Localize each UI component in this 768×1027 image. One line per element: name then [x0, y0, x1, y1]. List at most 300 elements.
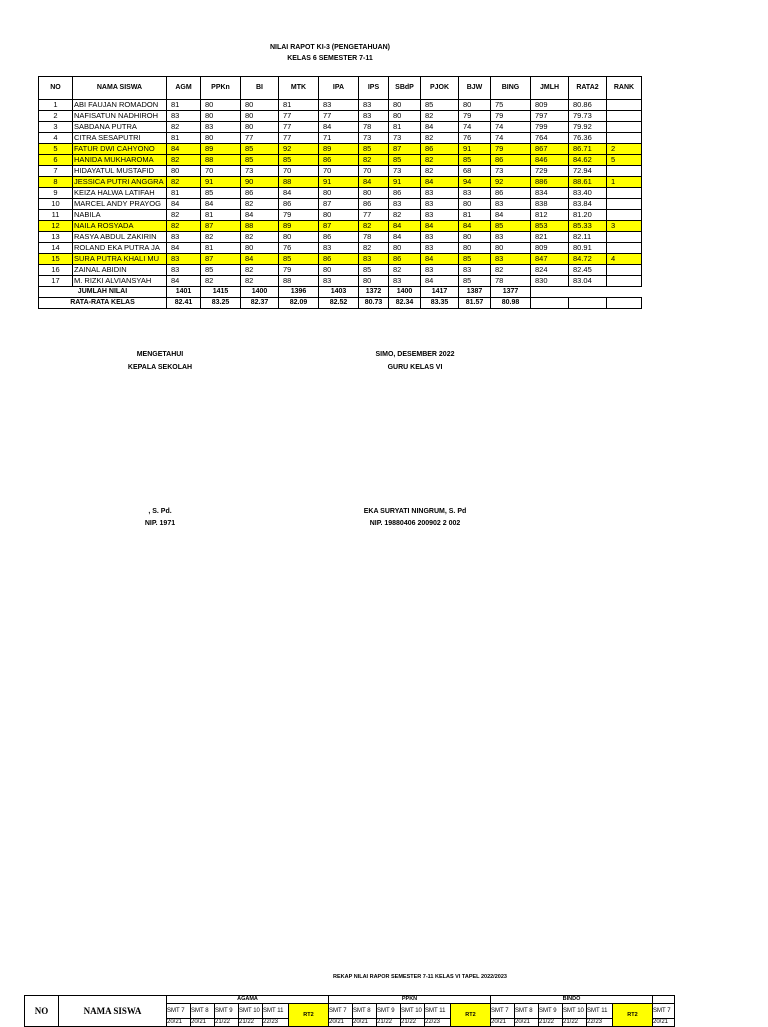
- rekap-year-header: 20/21: [329, 1019, 353, 1027]
- grade-cell: 73: [359, 133, 389, 144]
- grade-cell: 81: [167, 188, 201, 199]
- col-header: IPS: [359, 77, 389, 100]
- grade-cell: 80: [279, 232, 319, 243]
- average-cell: 76.36: [569, 133, 607, 144]
- summary-label: JUMLAH NILAI: [39, 287, 167, 298]
- rekap-semester-header: SMT 11: [425, 1004, 451, 1019]
- grade-cell: 83: [421, 232, 459, 243]
- grade-cell: 85: [279, 155, 319, 166]
- row-no: 16: [39, 265, 73, 276]
- grade-cell: 84: [389, 232, 421, 243]
- grade-cell: 83: [201, 122, 241, 133]
- grade-cell: 85: [389, 155, 421, 166]
- total-cell: 821: [531, 232, 569, 243]
- grade-cell: 82: [201, 276, 241, 287]
- grade-cell: 83: [319, 276, 359, 287]
- grade-cell: 85: [459, 254, 491, 265]
- grade-cell: 91: [459, 144, 491, 155]
- grade-cell: 70: [319, 166, 359, 177]
- rank-cell: [607, 243, 642, 254]
- table-row: [39, 276, 642, 287]
- rekap-semester-header: SMT 8: [191, 1004, 215, 1019]
- grade-cell: 80: [167, 166, 201, 177]
- grade-cell: 77: [241, 133, 279, 144]
- summary-cell: 81.57: [459, 298, 491, 309]
- page-title: NILAI RAPOT KI-3 (PENGETAHUAN): [269, 44, 391, 51]
- sig-right-name: EKA SURYATI NINGRUM, S. Pd: [363, 508, 467, 515]
- grade-cell: 84: [421, 221, 459, 232]
- summary-cell: 1387: [459, 287, 491, 298]
- rekap-year-header: 20/21: [491, 1019, 515, 1027]
- student-name: JESSICA PUTRI ANGGRA: [73, 177, 167, 188]
- table-row: [39, 177, 642, 188]
- total-cell: 809: [531, 100, 569, 111]
- grade-cell: 73: [241, 166, 279, 177]
- rank-cell: [607, 232, 642, 243]
- rekap-year-header: 20/21: [167, 1019, 191, 1027]
- row-no: 8: [39, 177, 73, 188]
- row-no: 7: [39, 166, 73, 177]
- rekap-semester-header: SMT 8: [515, 1004, 539, 1019]
- grade-cell: 82: [167, 122, 201, 133]
- row-no: 13: [39, 232, 73, 243]
- grade-cell: 82: [167, 210, 201, 221]
- grade-cell: 86: [491, 155, 531, 166]
- total-cell: 764: [531, 133, 569, 144]
- rekap-year-header: 21/22: [539, 1019, 563, 1027]
- student-name: HIDAYATUL MUSTAFID: [73, 166, 167, 177]
- rank-cell: 5: [607, 155, 642, 166]
- grade-cell: 82: [167, 221, 201, 232]
- grade-cell: 81: [389, 122, 421, 133]
- summary-empty: [569, 287, 607, 298]
- col-header: BJW: [459, 77, 491, 100]
- rekap-semester-header: SMT 10: [239, 1004, 263, 1019]
- grade-cell: 86: [241, 188, 279, 199]
- grade-cell: 87: [201, 254, 241, 265]
- grade-cell: 73: [389, 166, 421, 177]
- grade-cell: 86: [319, 232, 359, 243]
- grade-cell: 80: [201, 111, 241, 122]
- grade-cell: 84: [491, 210, 531, 221]
- average-cell: 85.33: [569, 221, 607, 232]
- grade-cell: 78: [359, 122, 389, 133]
- grade-cell: 77: [279, 111, 319, 122]
- grade-cell: 82: [389, 265, 421, 276]
- summary-cell: 1401: [167, 287, 201, 298]
- row-no: 17: [39, 276, 73, 287]
- rekap-rt-header: RT2: [289, 1004, 329, 1027]
- grade-cell: 86: [389, 188, 421, 199]
- grade-cell: 91: [201, 177, 241, 188]
- student-name: NAILA ROSYADA: [73, 221, 167, 232]
- rekap-year-header: 21/22: [239, 1019, 263, 1027]
- grade-cell: 80: [319, 210, 359, 221]
- grade-cell: 80: [201, 133, 241, 144]
- grade-cell: 83: [167, 265, 201, 276]
- grade-cell: 80: [459, 100, 491, 111]
- grade-cell: 85: [201, 188, 241, 199]
- rank-cell: [607, 199, 642, 210]
- total-cell: 846: [531, 155, 569, 166]
- grade-cell: 83: [389, 199, 421, 210]
- rank-cell: [607, 100, 642, 111]
- student-name: RASYA ABDUL ZAKIRIN: [73, 232, 167, 243]
- grade-cell: 84: [279, 188, 319, 199]
- average-cell: 83.04: [569, 276, 607, 287]
- grade-cell: 80: [389, 243, 421, 254]
- rekap-rt-header: RT2: [613, 1004, 653, 1027]
- grade-cell: 75: [491, 100, 531, 111]
- sig-left-line2: KEPALA SEKOLAH: [127, 364, 193, 371]
- grade-cell: 87: [201, 221, 241, 232]
- rank-cell: [607, 276, 642, 287]
- grade-cell: 82: [201, 232, 241, 243]
- grade-cell: 84: [201, 199, 241, 210]
- rekap-table: [24, 995, 675, 1027]
- sig-right-line1: SIMO, DESEMBER 2022: [375, 351, 455, 358]
- grade-cell: 82: [241, 199, 279, 210]
- rank-cell: 4: [607, 254, 642, 265]
- total-cell: 812: [531, 210, 569, 221]
- grade-cell: 82: [241, 265, 279, 276]
- table-row: [39, 243, 642, 254]
- grade-cell: 92: [491, 177, 531, 188]
- rekap-year-header: 20/21: [353, 1019, 377, 1027]
- grade-cell: 88: [279, 177, 319, 188]
- student-name: HANIDA MUKHAROMA: [73, 155, 167, 166]
- average-cell: 79.73: [569, 111, 607, 122]
- grade-cell: 84: [459, 221, 491, 232]
- table-row: [39, 265, 642, 276]
- grade-cell: 84: [421, 276, 459, 287]
- grade-cell: 84: [167, 276, 201, 287]
- table-header: [39, 77, 642, 100]
- row-no: 3: [39, 122, 73, 133]
- row-no: 11: [39, 210, 73, 221]
- grade-cell: 86: [359, 199, 389, 210]
- row-no: 6: [39, 155, 73, 166]
- table-row: [39, 155, 642, 166]
- grade-cell: 73: [491, 166, 531, 177]
- grade-cell: 83: [459, 188, 491, 199]
- col-header: PPKn: [201, 77, 241, 100]
- grade-cell: 83: [167, 232, 201, 243]
- col-header: AGM: [167, 77, 201, 100]
- average-cell: 81.20: [569, 210, 607, 221]
- col-header: BING: [491, 77, 531, 100]
- grade-cell: 80: [201, 100, 241, 111]
- sig-right-nip: NIP. 19880406 200902 2 002: [369, 520, 461, 527]
- rekap-year-header: 20/21: [191, 1019, 215, 1027]
- sum-row: [39, 287, 642, 298]
- grade-cell: 79: [279, 210, 319, 221]
- student-name: ZAINAL ABIDIN: [73, 265, 167, 276]
- row-no: 2: [39, 111, 73, 122]
- rekap-semester-header: SMT 7: [653, 1004, 675, 1019]
- grade-cell: 84: [359, 177, 389, 188]
- grade-cell: 80: [319, 188, 359, 199]
- rekap-year-header: 21/22: [563, 1019, 587, 1027]
- student-name: SABDANA PUTRA: [73, 122, 167, 133]
- grade-cell: 85: [201, 265, 241, 276]
- grade-cell: 80: [241, 100, 279, 111]
- rekap-semester-header: SMT 10: [563, 1004, 587, 1019]
- col-header: RANK: [607, 77, 642, 100]
- grade-cell: 88: [241, 221, 279, 232]
- grade-cell: 84: [421, 177, 459, 188]
- summary-cell: 80.73: [359, 298, 389, 309]
- table-row: [39, 100, 642, 111]
- grade-cell: 82: [421, 133, 459, 144]
- col-header: MTK: [279, 77, 319, 100]
- rekap-year-header: 20/21: [653, 1019, 675, 1027]
- rekap-semester-header: SMT 11: [263, 1004, 289, 1019]
- col-header: SBdP: [389, 77, 421, 100]
- grade-cell: 78: [359, 232, 389, 243]
- grade-cell: 85: [359, 265, 389, 276]
- grade-cell: 82: [359, 221, 389, 232]
- rekap-no-header: NO: [25, 996, 59, 1027]
- table-row: [39, 210, 642, 221]
- grade-cell: 85: [241, 144, 279, 155]
- grade-cell: 89: [319, 144, 359, 155]
- average-cell: 82.45: [569, 265, 607, 276]
- row-no: 14: [39, 243, 73, 254]
- grade-cell: 80: [459, 232, 491, 243]
- grade-cell: 80: [241, 122, 279, 133]
- grade-cell: 82: [241, 232, 279, 243]
- grade-cell: 80: [241, 111, 279, 122]
- grade-cell: 88: [279, 276, 319, 287]
- rank-cell: 2: [607, 144, 642, 155]
- grade-cell: 80: [389, 111, 421, 122]
- rekap-semester-header: SMT 9: [539, 1004, 563, 1019]
- total-cell: 838: [531, 199, 569, 210]
- grade-cell: 85: [459, 276, 491, 287]
- row-no: 4: [39, 133, 73, 144]
- grade-cell: 84: [167, 199, 201, 210]
- grade-cell: 82: [491, 265, 531, 276]
- grade-cell: 77: [279, 133, 319, 144]
- grade-cell: 83: [491, 254, 531, 265]
- summary-label: RATA-RATA KELAS: [39, 298, 167, 309]
- grade-cell: 80: [459, 199, 491, 210]
- grade-cell: 92: [279, 144, 319, 155]
- student-name: SURA PUTRA KHALI MU: [73, 254, 167, 265]
- rekap-year-header: 21/22: [215, 1019, 239, 1027]
- student-name: MARCEL ANDY PRAYOG: [73, 199, 167, 210]
- col-header: IPA: [319, 77, 359, 100]
- average-cell: 80.91: [569, 243, 607, 254]
- grade-cell: 84: [389, 221, 421, 232]
- grade-cell: 82: [421, 155, 459, 166]
- summary-cell: 83.25: [201, 298, 241, 309]
- grade-cell: 83: [359, 111, 389, 122]
- rekap-group-header: AGAMA: [167, 996, 329, 1004]
- grade-cell: 82: [241, 276, 279, 287]
- rekap-semester-header: SMT 7: [167, 1004, 191, 1019]
- rekap-rt-header: RT2: [451, 1004, 491, 1027]
- grade-cell: 87: [389, 144, 421, 155]
- grade-cell: 68: [459, 166, 491, 177]
- rekap-year-header: 22/23: [425, 1019, 451, 1027]
- rekap-semester-header: SMT 10: [401, 1004, 425, 1019]
- grade-cell: 79: [491, 144, 531, 155]
- student-name: ROLAND EKA PUTRA JA: [73, 243, 167, 254]
- grade-cell: 83: [421, 210, 459, 221]
- student-name: KEIZA HALWA LATIFAH: [73, 188, 167, 199]
- col-header: NAMA SISWA: [73, 77, 167, 100]
- grade-cell: 81: [201, 243, 241, 254]
- rekap-group-header: [653, 996, 675, 1004]
- table-row: [39, 111, 642, 122]
- rekap-year-header: 21/22: [377, 1019, 401, 1027]
- grade-cell: 80: [491, 243, 531, 254]
- student-name: ABI FAUJAN ROMADON: [73, 100, 167, 111]
- total-cell: 797: [531, 111, 569, 122]
- table-row: [39, 199, 642, 210]
- average-cell: 80.86: [569, 100, 607, 111]
- grade-cell: 86: [389, 254, 421, 265]
- grade-cell: 82: [389, 210, 421, 221]
- grade-cell: 74: [459, 122, 491, 133]
- rekap-name-header: NAMA SISWA: [59, 996, 167, 1027]
- grade-cell: 79: [459, 111, 491, 122]
- grade-cell: 83: [319, 100, 359, 111]
- rekap-semester-header: SMT 7: [491, 1004, 515, 1019]
- grade-cell: 77: [279, 122, 319, 133]
- col-header: RATA2: [569, 77, 607, 100]
- row-no: 5: [39, 144, 73, 155]
- average-cell: 72.94: [569, 166, 607, 177]
- grade-cell: 81: [459, 210, 491, 221]
- average-cell: 86.71: [569, 144, 607, 155]
- rank-cell: [607, 166, 642, 177]
- student-name: NABILA: [73, 210, 167, 221]
- summary-cell: 1417: [421, 287, 459, 298]
- grade-cell: 83: [421, 199, 459, 210]
- grade-cell: 85: [241, 155, 279, 166]
- grade-cell: 74: [491, 133, 531, 144]
- sig-left-name: , S. Pd.: [148, 508, 172, 515]
- total-cell: 824: [531, 265, 569, 276]
- grade-cell: 94: [459, 177, 491, 188]
- grade-cell: 82: [421, 166, 459, 177]
- total-cell: 853: [531, 221, 569, 232]
- grade-cell: 70: [201, 166, 241, 177]
- grade-cell: 81: [279, 100, 319, 111]
- rank-cell: [607, 210, 642, 221]
- summary-empty: [531, 287, 569, 298]
- grade-cell: 91: [319, 177, 359, 188]
- grade-cell: 90: [241, 177, 279, 188]
- grade-cell: 77: [319, 111, 359, 122]
- grade-cell: 82: [359, 155, 389, 166]
- grade-cell: 76: [279, 243, 319, 254]
- total-cell: 729: [531, 166, 569, 177]
- rekap-year-header: 22/23: [587, 1019, 613, 1027]
- grade-cell: 89: [201, 144, 241, 155]
- average-cell: 82.11: [569, 232, 607, 243]
- row-no: 9: [39, 188, 73, 199]
- grade-cell: 82: [167, 155, 201, 166]
- grade-cell: 70: [279, 166, 319, 177]
- grade-cell: 83: [359, 254, 389, 265]
- grade-cell: 83: [319, 243, 359, 254]
- grade-cell: 83: [491, 199, 531, 210]
- grade-cell: 80: [359, 276, 389, 287]
- rekap-year-header: 20/21: [515, 1019, 539, 1027]
- summary-cell: 82.37: [241, 298, 279, 309]
- average-cell: 83.40: [569, 188, 607, 199]
- grade-cell: 85: [279, 254, 319, 265]
- summary-cell: 1415: [201, 287, 241, 298]
- total-cell: 834: [531, 188, 569, 199]
- rank-cell: [607, 265, 642, 276]
- summary-cell: 1377: [491, 287, 531, 298]
- grades-table: [38, 76, 642, 309]
- grade-cell: 83: [421, 188, 459, 199]
- rank-cell: 3: [607, 221, 642, 232]
- rekap-semester-header: SMT 7: [329, 1004, 353, 1019]
- average-cell: 83.84: [569, 199, 607, 210]
- table-row: [39, 122, 642, 133]
- sig-left-line1: MENGETAHUI: [136, 351, 184, 358]
- rekap-group-header: BINDO: [491, 996, 653, 1004]
- summary-cell: 82.52: [319, 298, 359, 309]
- col-header: BI: [241, 77, 279, 100]
- total-cell: 867: [531, 144, 569, 155]
- grade-cell: 84: [319, 122, 359, 133]
- grade-cell: 76: [459, 133, 491, 144]
- grade-cell: 81: [201, 210, 241, 221]
- col-header: NO: [39, 77, 73, 100]
- summary-cell: 1403: [319, 287, 359, 298]
- summary-cell: 83.35: [421, 298, 459, 309]
- grade-cell: 83: [167, 111, 201, 122]
- rekap-group-header: PPKN: [329, 996, 491, 1004]
- grade-cell: 84: [421, 254, 459, 265]
- grade-cell: 80: [319, 265, 359, 276]
- average-cell: 79.92: [569, 122, 607, 133]
- grade-cell: 87: [319, 221, 359, 232]
- col-header: PJOK: [421, 77, 459, 100]
- summary-cell: 1400: [389, 287, 421, 298]
- average-cell: 84.62: [569, 155, 607, 166]
- summary-cell: 1400: [241, 287, 279, 298]
- table-row: [39, 232, 642, 243]
- total-cell: 886: [531, 177, 569, 188]
- rank-cell: [607, 111, 642, 122]
- student-name: NAFISATUN NADHIROH: [73, 111, 167, 122]
- grade-cell: 84: [167, 243, 201, 254]
- student-name: FATUR DWI CAHYONO: [73, 144, 167, 155]
- grade-cell: 83: [359, 100, 389, 111]
- student-name: CITRA SESAPUTRI: [73, 133, 167, 144]
- grade-cell: 83: [421, 243, 459, 254]
- rekap-semester-header: SMT 9: [215, 1004, 239, 1019]
- grade-cell: 85: [459, 155, 491, 166]
- grade-cell: 79: [491, 111, 531, 122]
- class-average-row: [39, 298, 642, 309]
- rekap-semester-header: SMT 9: [377, 1004, 401, 1019]
- rekap-year-header: 21/22: [401, 1019, 425, 1027]
- student-name: M. RIZKI ALVIANSYAH: [73, 276, 167, 287]
- summary-empty: [607, 298, 642, 309]
- average-cell: 84.72: [569, 254, 607, 265]
- summary-empty: [531, 298, 569, 309]
